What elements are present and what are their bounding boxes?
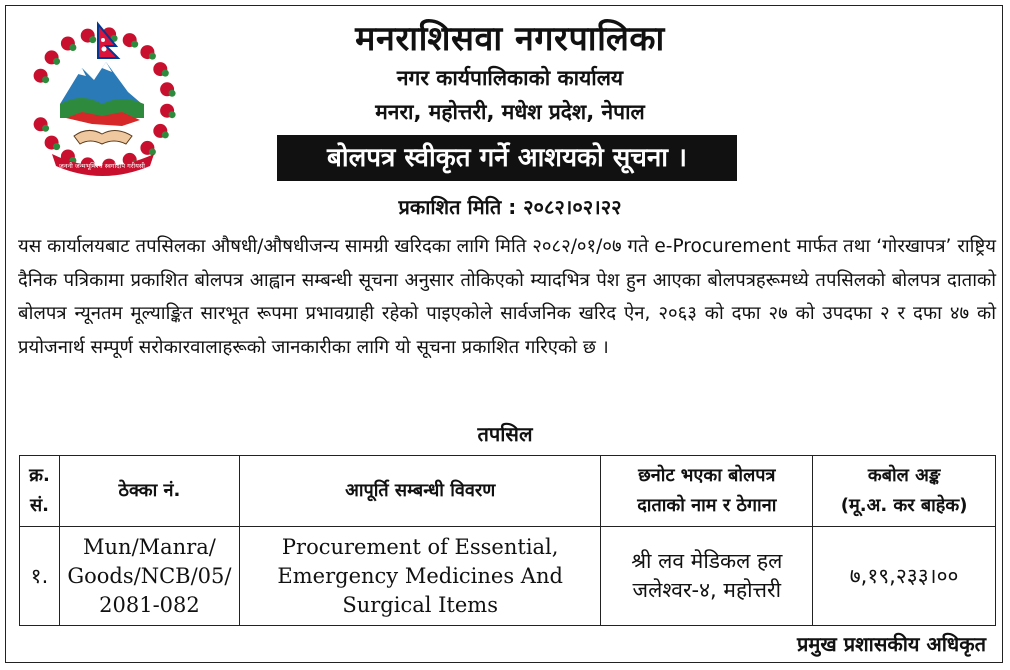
leaf-icon	[162, 70, 169, 77]
cell-sn: १.	[20, 527, 60, 626]
cell-contract	[59, 527, 239, 626]
leaf-icon	[89, 36, 96, 43]
table-row	[20, 527, 996, 626]
publication-date: प्रकाशित मिति : २०८२।०२।२२	[398, 195, 622, 219]
office-address: मनरा, महोत्तरी, मधेश प्रदेश, नेपाल	[375, 100, 645, 124]
header-amount-line: कबोल अङ्क	[867, 465, 941, 486]
leaf-icon	[149, 53, 156, 60]
cell-description-line: Emergency Medicines And	[277, 563, 563, 588]
header-amount-line: (मू.अ. कर बाहेक)	[840, 495, 968, 516]
cell-bidder	[601, 527, 813, 626]
award-table	[19, 455, 996, 626]
table-header-row	[20, 456, 996, 527]
leaf-icon	[42, 125, 49, 132]
municipality-emblem-icon	[22, 18, 182, 176]
header-bidder-line: छनोट भएका बोलपत्र	[638, 465, 776, 486]
leaf-icon	[162, 131, 169, 138]
header-amount	[813, 456, 996, 527]
header-sn-line: क्र.	[29, 465, 50, 486]
header-contract: ठेक्का नं.	[59, 456, 239, 527]
cell-contract-line: Mun/Manra/	[83, 534, 216, 559]
header-sn-line: सं.	[29, 495, 49, 516]
cell-description-line: Procurement of Essential,	[281, 534, 559, 559]
leaf-icon	[149, 148, 156, 155]
cell-description	[239, 527, 601, 626]
leaf-icon	[53, 58, 60, 65]
cell-bidder-line: श्री लव मेडिकल हल	[631, 549, 783, 573]
leaf-icon	[169, 90, 176, 97]
notice-body: यस कार्यालयबाट तपसिलका औषधी/औषधीजन्य सामग्री खरिदका लागि मिति २०८२/०१/०७ गते e-Procurement मार्फत तथा ‘गोरखापत्र’ राष्ट्रिय दैनिक पत्रिकामा प्रकाशित बोलपत्र आह्वान सम्बन्धी सूचना अनुसार तोकिएको म्यादभित्र पेश हुन आएका बोलपत्रहरूमध्ये तपसिलको बोलपत्र दाताको बोलपत्र न्यूनतम मूल्याङ्कित सारभूत रूपमा प्रभावग्राही रहेको पाइएकोले सार्वजनिक खरिद ऐन, २०६३ को दफा २७ को उपदफा २ र दफा ४७ को प्रयोजनार्थ सम्पूर्ण सरोकारवालाहरूको जानकारीका लागि यो सूचना प्रकाशित गरिएको छ ।	[18, 236, 996, 358]
municipality-title: मनराशिसवा नगरपालिका	[355, 19, 665, 59]
leaf-icon	[69, 44, 76, 51]
cell-contract-line: Goods/NCB/05/	[67, 563, 232, 588]
header-bidder-line: दाताको नाम र ठेगाना	[637, 495, 777, 516]
cell-amount: ७,१९,२३३।००	[813, 527, 996, 626]
leaf-icon	[131, 41, 138, 48]
cell-description-line: Surgical Items	[342, 592, 498, 617]
signature-title: प्रमुख प्रशासकीय अधिकृत	[797, 632, 986, 656]
leaf-icon	[42, 76, 49, 83]
cell-contract-line: 2081-082	[99, 592, 200, 617]
notice-title-banner: बोलपत्र स्वीकृत गर्ने आशयको सूचना ।	[277, 135, 737, 181]
leaf-icon	[169, 111, 176, 118]
schedule-heading: तपसिल	[477, 422, 533, 446]
header-sn	[20, 456, 60, 527]
cell-bidder-line: जलेश्वर-४, महोत्तरी	[632, 578, 782, 602]
leaf-icon	[53, 143, 60, 150]
header-bidder	[601, 456, 813, 527]
emblem-caption: जननी जन्मभूमिश्च स्वर्गादपि गरीयसी	[59, 162, 145, 170]
office-name: नगर कार्यपालिकाको कार्यालय	[396, 66, 624, 90]
header-description: आपूर्ति सम्बन्धी विवरण	[239, 456, 601, 527]
